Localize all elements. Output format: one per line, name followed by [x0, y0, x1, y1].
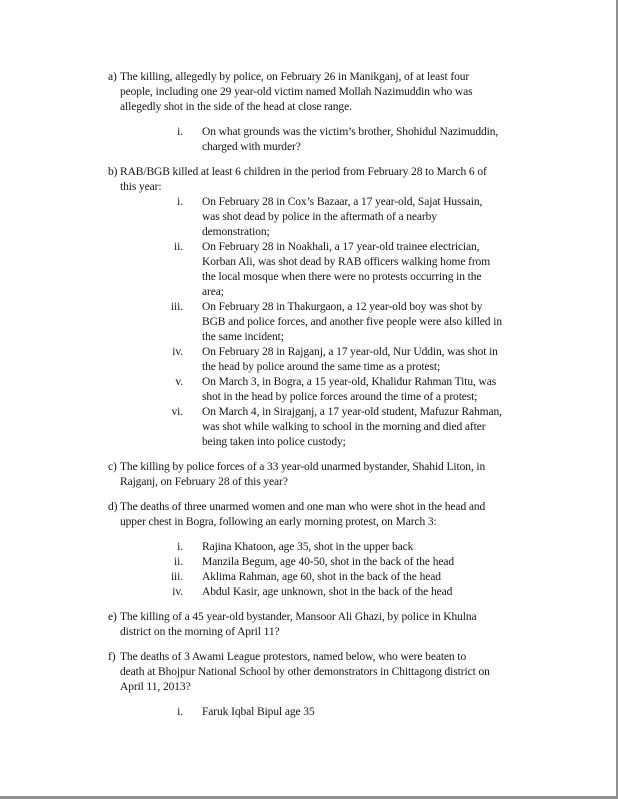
- text-line: was shot dead by police in the aftermath of a nearby: [202, 211, 437, 223]
- text-line: Abdul Kasir, age unknown, shot in the back of the head: [202, 586, 453, 598]
- text-line: Faruk Iqbal Bipul age 35: [202, 706, 315, 718]
- list-item-c: [0, 460, 616, 490]
- text-line: On February 28 in Cox’s Bazaar, a 17 year-old, Sajat Hussain,: [202, 196, 483, 208]
- text-line: On February 28 in Thakurgaon, a 12 year-old boy was shot by: [202, 301, 483, 313]
- list-item-e: [0, 610, 616, 640]
- text-line: Rajina Khatoon, age 35, shot in the upper back: [202, 541, 414, 553]
- text-line: The killing of a 45 year-old bystander, Mansoor Ali Ghazi, by police in Khulna: [120, 611, 477, 623]
- text-line: RAB/BGB killed at least 6 children in the period from February 28 to March 6 of: [120, 166, 487, 178]
- roman-numeral: iii.: [170, 571, 183, 583]
- list-item-b: [0, 165, 616, 195]
- list-item-a: [0, 70, 616, 115]
- sub-item-b-i: [0, 195, 616, 240]
- text-line: Korban Ali, was shot dead by RAB officers walking home from: [202, 256, 491, 268]
- text-line: The killing by police forces of a 33 year-old unarmed bystander, Shahid Liton, in: [120, 461, 486, 473]
- item-label: e): [108, 611, 117, 623]
- sub-item-f-i: [0, 705, 616, 720]
- text-line: was shot while walking to school in the morning and died after: [202, 421, 486, 433]
- text-line: area;: [202, 286, 224, 298]
- item-label: a): [108, 71, 117, 83]
- text-line: The killing, allegedly by police, on February 26 in Manikganj, of at least four: [120, 71, 470, 83]
- roman-numeral: i.: [177, 706, 183, 718]
- text-line: Manzila Begum, age 40-50, shot in the back of the head: [202, 556, 454, 568]
- roman-numeral: i.: [177, 196, 183, 208]
- text-line: district on the morning of April 11?: [120, 626, 280, 638]
- roman-numeral: iv.: [172, 586, 183, 598]
- text-line: the head by police around the same time as a protest;: [202, 361, 441, 373]
- item-label: f): [108, 651, 116, 663]
- sub-item-b-ii: [0, 240, 616, 300]
- text-line: BGB and police forces, and another five people were also killed in: [202, 316, 502, 328]
- roman-numeral: v.: [175, 376, 183, 388]
- sub-item-b-iv: [0, 345, 616, 375]
- text-line: the local mosque when there were no protests occurring in the: [202, 271, 482, 283]
- sub-item-d-iii: [0, 570, 616, 585]
- text-line: The deaths of 3 Awami League protestors, named below, who were beaten to: [120, 651, 467, 663]
- text-line: shot in the head by police forces around the time of a protest;: [202, 391, 478, 403]
- text-line: allegedly shot in the side of the head at close range.: [120, 101, 352, 113]
- sub-item-d-iv: [0, 585, 616, 600]
- sub-item-b-iii: [0, 300, 616, 345]
- text-line: On February 28 in Rajganj, a 17 year-old, Nur Uddin, was shot in: [202, 346, 498, 358]
- text-line: The deaths of three unarmed women and one man who were shot in the head and: [120, 501, 486, 513]
- list-item-d: [0, 500, 616, 530]
- roman-numeral: i.: [177, 126, 183, 138]
- text-line: On February 28 in Noakhali, a 17 year-old trainee electrician,: [202, 241, 480, 253]
- page-content: [0, 70, 616, 720]
- text-line: On March 3, in Bogra, a 15 year-old, Khalidur Rahman Titu, was: [202, 376, 497, 388]
- text-line: On what grounds was the victim’s brother, Shohidul Nazimuddin,: [202, 126, 499, 138]
- text-line: Rajganj, on February 28 of this year?: [120, 476, 288, 488]
- text-line: being taken into police custody;: [202, 436, 346, 448]
- list-item-f: [0, 650, 616, 695]
- sub-item-b-v: [0, 375, 616, 405]
- item-label: d): [108, 501, 118, 513]
- text-line: this year:: [120, 181, 162, 193]
- text-line: upper chest in Bogra, following an early morning protest, on March 3:: [120, 516, 437, 528]
- text-line: Aklima Rahman, age 60, shot in the back of the head: [202, 571, 441, 583]
- sub-item-a-i: [0, 125, 616, 155]
- text-line: death at Bhojpur National School by other demonstrators in Chittagong district on: [120, 666, 490, 678]
- text-line: people, including one 29 year-old victim named Mollah Nazimuddin who was: [120, 86, 473, 98]
- roman-numeral: ii.: [174, 556, 183, 568]
- sub-item-b-vi: [0, 405, 616, 450]
- roman-numeral: vi.: [171, 406, 183, 418]
- roman-numeral: ii.: [174, 241, 183, 253]
- text-line: demonstration;: [202, 226, 270, 238]
- sub-item-d-i: [0, 540, 616, 555]
- text-line: the same incident;: [202, 331, 284, 343]
- item-label: c): [108, 461, 117, 473]
- item-label: b): [108, 166, 118, 178]
- roman-numeral: iv.: [172, 346, 183, 358]
- text-line: April 11, 2013?: [120, 681, 191, 693]
- text-line: On March 4, in Sirajganj, a 17 year-old student, Mafuzur Rahman,: [202, 406, 502, 418]
- roman-numeral: iii.: [170, 301, 183, 313]
- text-line: charged with murder?: [202, 141, 301, 153]
- sub-item-d-ii: [0, 555, 616, 570]
- roman-numeral: i.: [177, 541, 183, 553]
